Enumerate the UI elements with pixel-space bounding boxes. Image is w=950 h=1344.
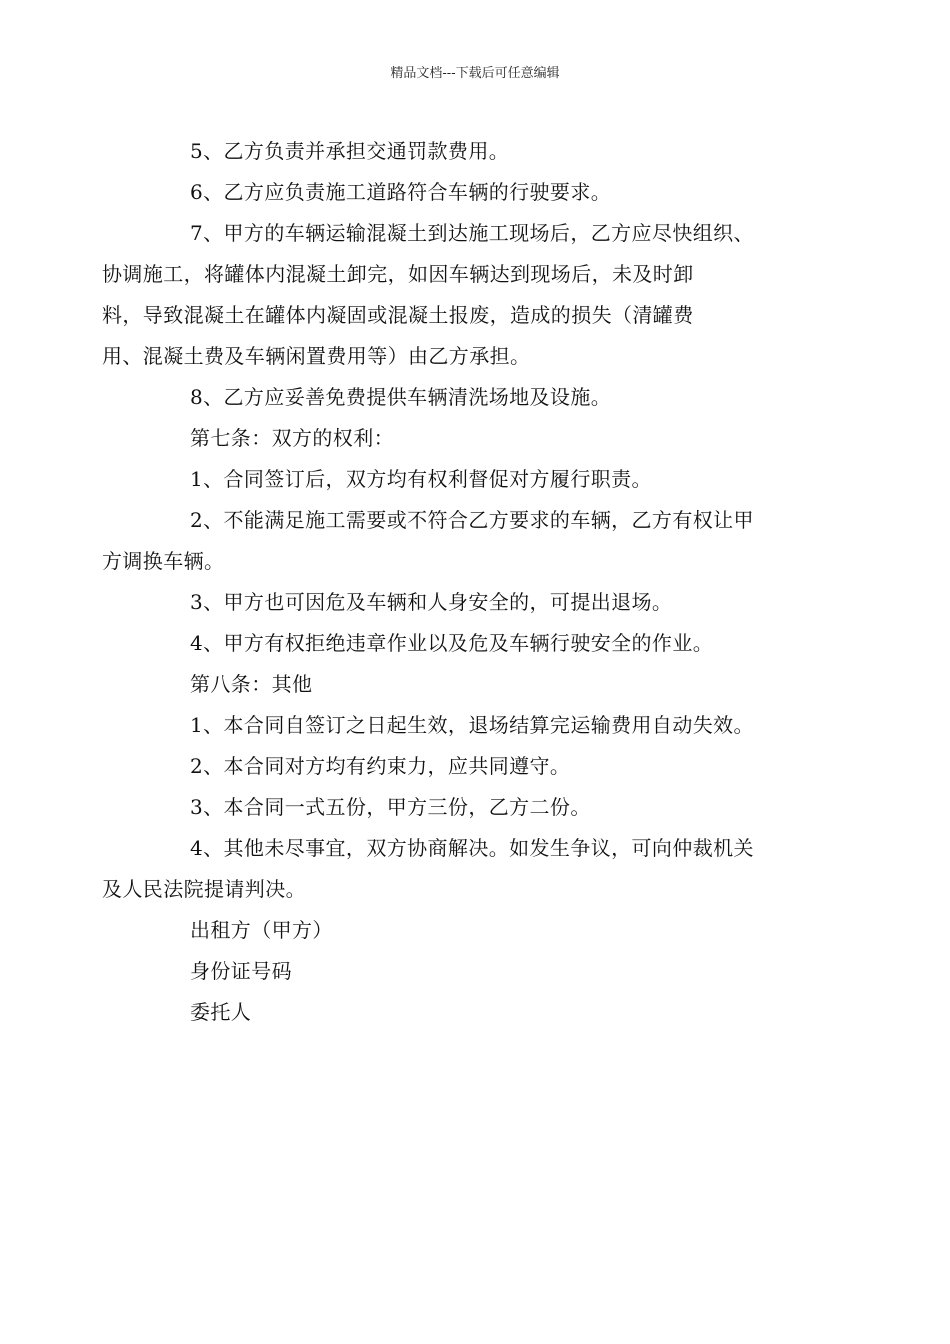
paragraph — [146, 787, 810, 828]
paragraph — [102, 213, 810, 377]
paragraph-line: 第七条：双方的权利： — [190, 426, 394, 450]
paragraph-continuation-line: 用、混凝土费及车辆闲置费用等）由乙方承担。 — [102, 344, 531, 368]
paragraph-line: 8、乙方应妥善免费提供车辆清洗场地及设施。 — [190, 385, 612, 409]
paragraph-continuation-line: 及人民法院提请判决。 — [102, 877, 306, 901]
paragraph — [146, 951, 810, 992]
paragraph — [146, 910, 810, 951]
paragraph — [102, 500, 810, 582]
paragraph-continuation-line: 协调施工，将罐体内混凝土卸完，如因车辆达到现场后，未及时卸 — [102, 262, 694, 286]
paragraph — [102, 828, 810, 910]
paragraph-line: 6、乙方应负责施工道路符合车辆的行驶要求。 — [190, 180, 612, 204]
paragraph — [146, 172, 810, 213]
paragraph — [146, 377, 810, 418]
paragraph-line: 4、其他未尽事宜，双方协商解决。如发生争议，可向仲裁机关 — [190, 836, 754, 860]
paragraph-line: 1、合同签订后，双方均有权利督促对方履行职责。 — [190, 467, 652, 491]
paragraph-line: 3、本合同一式五份，甲方三份，乙方二份。 — [190, 795, 591, 819]
paragraph-continuation-line: 方调换车辆。 — [102, 549, 225, 573]
paragraph — [146, 746, 810, 787]
paragraph-line: 委托人 — [190, 1000, 252, 1024]
paragraph-line: 2、本合同对方均有约束力，应共同遵守。 — [190, 754, 571, 778]
paragraph — [146, 992, 810, 1033]
paragraph-line: 第八条：其他 — [190, 672, 313, 696]
paragraph-line: 2、不能满足施工需要或不符合乙方要求的车辆，乙方有权让甲 — [190, 508, 754, 532]
paragraph-line: 出租方（甲方） — [190, 918, 333, 942]
paragraph — [146, 705, 810, 746]
paragraph — [146, 418, 810, 459]
paragraph-line: 7、甲方的车辆运输混凝土到达施工现场后，乙方应尽快组织、 — [190, 221, 754, 245]
paragraph-line: 3、甲方也可因危及车辆和人身安全的，可提出退场。 — [190, 590, 673, 614]
paragraph-line: 1、本合同自签订之日起生效，退场结算完运输费用自动失效。 — [190, 713, 754, 737]
paragraph-line: 5、乙方负责并承担交通罚款费用。 — [190, 139, 510, 163]
paragraph-continuation-line: 料，导致混凝土在罐体内凝固或混凝土报废，造成的损失（清罐费 — [102, 303, 694, 327]
paragraph — [146, 664, 810, 705]
page-header: 精品文档---下载后可任意编辑 — [390, 66, 560, 81]
paragraph — [146, 459, 810, 500]
paragraph-line: 身份证号码 — [190, 959, 292, 983]
document-body — [102, 131, 810, 1033]
paragraph — [146, 623, 810, 664]
paragraph-line: 4、甲方有权拒绝违章作业以及危及车辆行驶安全的作业。 — [190, 631, 714, 655]
paragraph — [146, 582, 810, 623]
paragraph — [146, 131, 810, 172]
